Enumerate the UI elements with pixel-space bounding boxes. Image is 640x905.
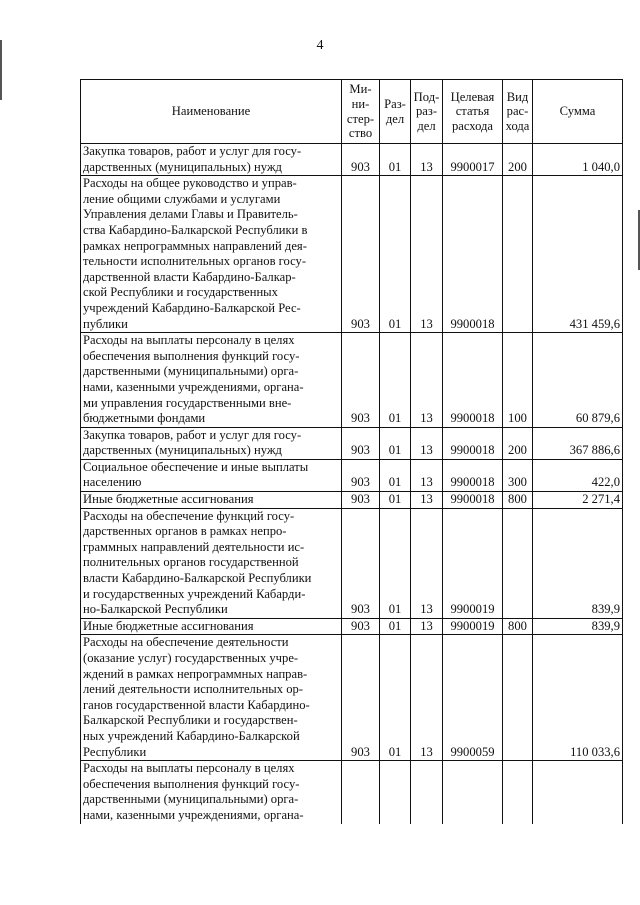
cell-type: 300 <box>503 459 533 491</box>
cell-subsection: 13 <box>411 492 443 509</box>
cell-sum: 839,9 <box>533 508 623 618</box>
cell-target: 9900018 <box>443 176 503 333</box>
cell-sum: 431 459,6 <box>533 176 623 333</box>
cell-target: 9900018 <box>443 427 503 459</box>
header-type: Вид рас- хода <box>503 80 533 144</box>
cell-ministry: 903 <box>342 333 380 428</box>
header-subsection: Под- раз- дел <box>411 80 443 144</box>
page-number: 4 <box>316 38 324 53</box>
table-row <box>81 333 623 428</box>
cell-target: 9900059 <box>443 635 503 761</box>
cell-section: 01 <box>380 508 411 618</box>
table-row <box>81 176 623 333</box>
cell-type: 800 <box>503 492 533 509</box>
cell-type: 800 <box>503 618 533 635</box>
cell-target: 9900019 <box>443 508 503 618</box>
cell-type <box>503 635 533 761</box>
cell-subsection: 13 <box>411 618 443 635</box>
table-row <box>81 427 623 459</box>
cell-subsection: 13 <box>411 176 443 333</box>
cell-subsection <box>411 761 443 824</box>
cell-section: 01 <box>380 635 411 761</box>
cell-target: 9900019 <box>443 618 503 635</box>
table-header-row <box>81 80 623 144</box>
cell-ministry: 903 <box>342 176 380 333</box>
cell-subsection: 13 <box>411 427 443 459</box>
cell-section: 01 <box>380 492 411 509</box>
cell-type <box>503 508 533 618</box>
cell-subsection: 13 <box>411 635 443 761</box>
table-row <box>81 508 623 618</box>
header-sum: Сумма <box>533 80 623 144</box>
cell-target: 9900018 <box>443 333 503 428</box>
cell-ministry: 903 <box>342 492 380 509</box>
header-ministry: Ми- ни- стер- ство <box>342 80 380 144</box>
cell-subsection: 13 <box>411 459 443 491</box>
cell-name: Социальное обеспечение и иные выплаты населению <box>81 459 342 491</box>
cell-section: 01 <box>380 144 411 176</box>
table-row <box>81 144 623 176</box>
cell-subsection: 13 <box>411 144 443 176</box>
cell-sum: 422,0 <box>533 459 623 491</box>
cell-ministry: 903 <box>342 427 380 459</box>
cell-section: 01 <box>380 176 411 333</box>
cell-section: 01 <box>380 333 411 428</box>
cell-section: 01 <box>380 618 411 635</box>
cell-ministry: 903 <box>342 459 380 491</box>
cell-type: 100 <box>503 333 533 428</box>
table-row <box>81 761 623 824</box>
cell-sum: 2 271,4 <box>533 492 623 509</box>
cell-name: Расходы на общее руководство и управ- ление общими службами и услугами Управления делами Главы и Правитель- ства Кабардино-Балкарской Республики в рамках непрограммных направлений дея- тельности исполнительных органов госу- дарственной власти Кабардино-Балкар- ской Республики и государственных учреждений Кабардино-Балкарской Рес- публики <box>81 176 342 333</box>
cell-section: 01 <box>380 427 411 459</box>
cell-sum: 367 886,6 <box>533 427 623 459</box>
cell-ministry <box>342 761 380 824</box>
cell-target: 9900018 <box>443 492 503 509</box>
cell-sum: 1 040,0 <box>533 144 623 176</box>
table-row <box>81 492 623 509</box>
cell-target: 9900017 <box>443 144 503 176</box>
table-row <box>81 635 623 761</box>
cell-type: 200 <box>503 144 533 176</box>
header-name: Наименование <box>81 80 342 144</box>
cell-subsection: 13 <box>411 333 443 428</box>
cell-type <box>503 761 533 824</box>
cell-section: 01 <box>380 459 411 491</box>
cell-name: Расходы на обеспечение деятельности (оказание услуг) государственных учре- ждений в рамках непрограммных направ- лений деятельности исполнительных ор- ганов государственной власти Кабардино- Балкарской Республики и государствен- ных учреждений Кабардино-Балкарской Республики <box>81 635 342 761</box>
cell-name: Иные бюджетные ассигнования <box>81 618 342 635</box>
cell-type <box>503 176 533 333</box>
cell-ministry: 903 <box>342 508 380 618</box>
cell-name: Расходы на выплаты персоналу в целях обеспечения выполнения функций госу- дарственными (муниципальными) орга- нами, казенными учреждениями, органа- <box>81 761 342 824</box>
cell-target: 9900018 <box>443 459 503 491</box>
table-row <box>81 618 623 635</box>
cell-name: Расходы на обеспечение функций госу- дарственных органов в рамках непро- граммных направлений деятельности ис- полнительных органов государственной власти Кабардино-Балкарской Республики и государственных учреждений Кабарди- но-Балкарской Республики <box>81 508 342 618</box>
cell-ministry: 903 <box>342 618 380 635</box>
cell-ministry: 903 <box>342 144 380 176</box>
cell-sum: 110 033,6 <box>533 635 623 761</box>
cell-ministry: 903 <box>342 635 380 761</box>
cell-sum: 839,9 <box>533 618 623 635</box>
cell-section <box>380 761 411 824</box>
table-row <box>81 459 623 491</box>
cell-subsection: 13 <box>411 508 443 618</box>
header-target: Целевая статья расхода <box>443 80 503 144</box>
cell-name: Закупка товаров, работ и услуг для госу- дарственных (муниципальных) нужд <box>81 427 342 459</box>
budget-table <box>80 79 623 824</box>
header-section: Раз- дел <box>380 80 411 144</box>
cell-name: Закупка товаров, работ и услуг для госу- дарственных (муниципальных) нужд <box>81 144 342 176</box>
cell-target <box>443 761 503 824</box>
cell-sum: 60 879,6 <box>533 333 623 428</box>
cell-type: 200 <box>503 427 533 459</box>
cell-sum <box>533 761 623 824</box>
cell-name: Иные бюджетные ассигнования <box>81 492 342 509</box>
cell-name: Расходы на выплаты персоналу в целях обеспечения выполнения функций госу- дарственными (муниципальными) орга- нами, казенными учреждениями, органа- ми управления государственными вне- бюджетными фондами <box>81 333 342 428</box>
